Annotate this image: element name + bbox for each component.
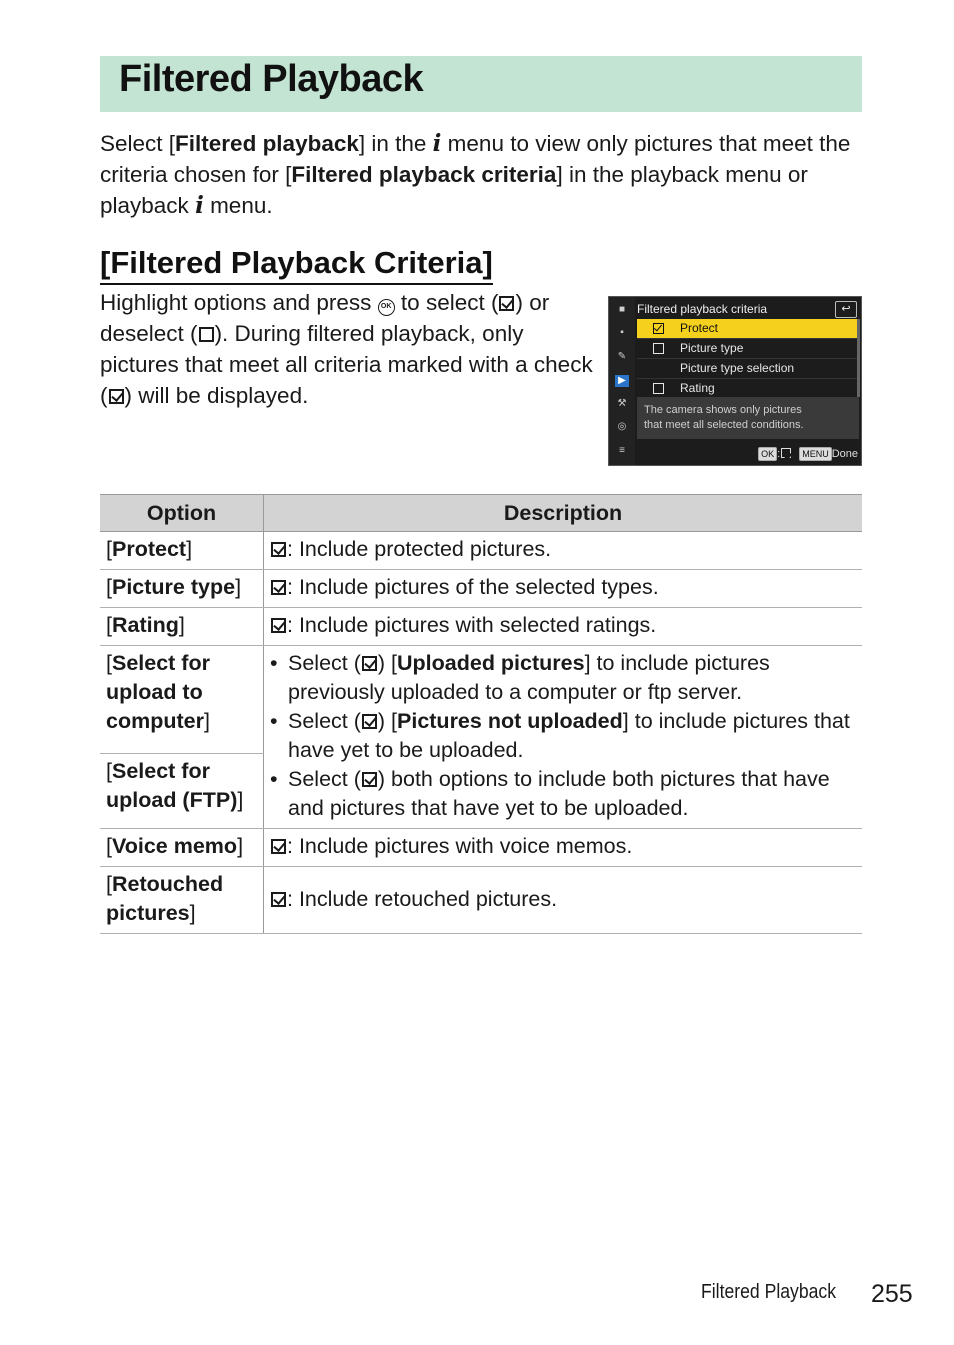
bullet-text: Select ( [288,651,361,675]
intro-paragraph [100,128,870,221]
header-option: Option [100,495,264,532]
description-cell [264,829,863,867]
description-text: : Include pictures of the selected types. [287,575,659,599]
table-header-row [100,495,862,532]
criteria-text: ). During filtered playback, only pictures that meet all criteria marked with a check ( [100,321,593,408]
intro-text: Select [ [100,131,176,156]
empty-box-icon [199,327,214,342]
checked-box-icon [271,839,286,854]
description-text: : Include pictures with voice memos. [287,834,633,858]
camera-screen [608,296,862,466]
description-cell-upload [264,646,863,829]
bullet-bold: Pictures not uploaded [397,709,623,733]
camera-help-line: that meet all selected conditions. [644,419,804,431]
option-cell: [Voice memo] [100,829,264,867]
camera-row-picture-type[interactable] [637,339,859,359]
i-menu-icon: i [195,192,204,219]
camera-row-label: Protect [680,321,719,335]
option-cell: [Protect] [100,532,264,570]
pencil-icon: ✎ [617,351,627,362]
wrench-icon: ⚒ [617,398,627,409]
description-cell [264,867,863,934]
option-name: Retouched pictures [106,872,224,925]
camera-icon: ■ [618,304,626,315]
checked-box-icon [362,714,377,729]
table-row [100,646,862,754]
intro-bold-criteria: Filtered playback criteria [291,162,557,187]
table-row [100,867,862,934]
back-icon[interactable]: ↩ [835,301,857,318]
camera-row-protect[interactable] [637,319,859,339]
camera-header [637,300,859,318]
playback-icon: ▶ [615,375,629,387]
option-name: Protect [111,537,187,561]
checked-box-icon [109,389,124,404]
section-heading: [Filtered Playback Criteria] [100,243,493,285]
table-row [100,532,862,570]
table-row [100,570,862,608]
checked-box-icon [271,892,286,907]
intro-text: ] in the playback menu or playback [100,162,808,218]
list-item [270,649,856,707]
bullet-text: Select ( [288,709,361,733]
option-name: Rating [111,613,179,637]
camera-menu-sidebar [609,297,635,466]
description-text: : Include pictures with selected ratings. [287,613,657,637]
page-number: 255 [871,1280,913,1308]
criteria-text: Highlight options and press [100,290,378,315]
intro-text: menu to view only pictures that meet the criteria chosen for [ [100,131,851,187]
checked-box-icon [271,542,286,557]
upload-bullets [270,649,856,823]
camera-help-text [637,397,859,439]
option-name: Voice memo [111,834,238,858]
checked-box-icon [271,618,286,633]
criteria-paragraph [100,287,600,411]
description-cell [264,608,863,646]
option-cell: [Retouched pictures] [100,867,264,934]
table-row [100,608,862,646]
camera-header-title: Filtered playback criteria [637,302,768,316]
camera-row-label: Picture type [680,341,744,355]
description-cell [264,532,863,570]
criteria-text: to select ( [394,290,499,315]
footer-section-label: Filtered Playback [701,1281,836,1303]
criteria-text: ) will be displayed. [124,383,309,408]
options-table [100,494,862,934]
bullet-text: Select ( [288,767,361,791]
list-item [270,707,856,765]
checked-box-icon [781,448,791,458]
intro-text: menu. [203,193,273,218]
checked-box-icon [271,580,286,595]
option-cell: [Rating] [100,608,264,646]
menu-key-icon: MENU [799,447,832,461]
option-name: Picture type [111,575,236,599]
header-description: Description [264,495,863,532]
i-menu-icon: i [432,130,442,157]
camera-help-line: The camera shows only pictures [644,404,802,416]
description-text: : Include protected pictures. [287,537,552,561]
option-cell: [Select for upload (FTP)] [100,753,264,828]
table-row [100,829,862,867]
option-name: Select for upload (FTP) [106,758,238,812]
camera-scrollbar [857,319,860,397]
intro-bold-filtered-playback: Filtered playback [175,131,359,156]
bullet-text: ] to include pictures that have yet to be uploaded. [288,709,850,762]
criteria-text: ) or deselect ( [100,290,550,346]
intro-text: ] in the [358,131,433,156]
option-cell: [Picture type] [100,570,264,608]
list-item [270,765,856,823]
bullet-text: ) [ [377,651,397,675]
checkbox-checked-icon [653,323,664,334]
title-bar [100,56,862,112]
camera-row-picture-type-selection[interactable] [637,359,859,379]
description-cell [264,570,863,608]
bullet-bold: Uploaded pictures [397,651,585,675]
movie-icon: ▪ [620,327,624,338]
page-title: Filtered Playback [119,58,424,100]
checkbox-empty-icon [653,343,664,354]
bullet-text: ) [ [377,709,397,733]
checked-box-icon [499,296,514,311]
checkbox-empty-icon [653,383,664,394]
my-menu-icon: ≡ [619,445,625,456]
camera-footer: OK : MENU Done [754,447,858,462]
camera-row-label: Picture type selection [680,361,795,375]
checked-box-icon [362,772,377,787]
option-cell: [Select for upload to computer] [100,646,264,754]
camera-row-label: Rating [680,381,715,395]
option-name: Select for upload to computer [106,651,210,733]
description-text: : Include retouched pictures. [287,886,558,911]
bullet-text: ] to include pictures previously uploaded to a computer or ftp server. [288,651,770,704]
camera-row-rating[interactable] [637,379,859,399]
camera-done-label: Done [831,448,858,460]
ok-button-icon: OK [378,299,395,316]
network-icon: ◎ [617,421,627,432]
checked-box-icon [362,656,377,671]
ok-key-icon: OK [758,447,777,461]
bullet-text: ) both options to include both pictures that have and pictures that have yet to be uploaded. [288,767,830,820]
